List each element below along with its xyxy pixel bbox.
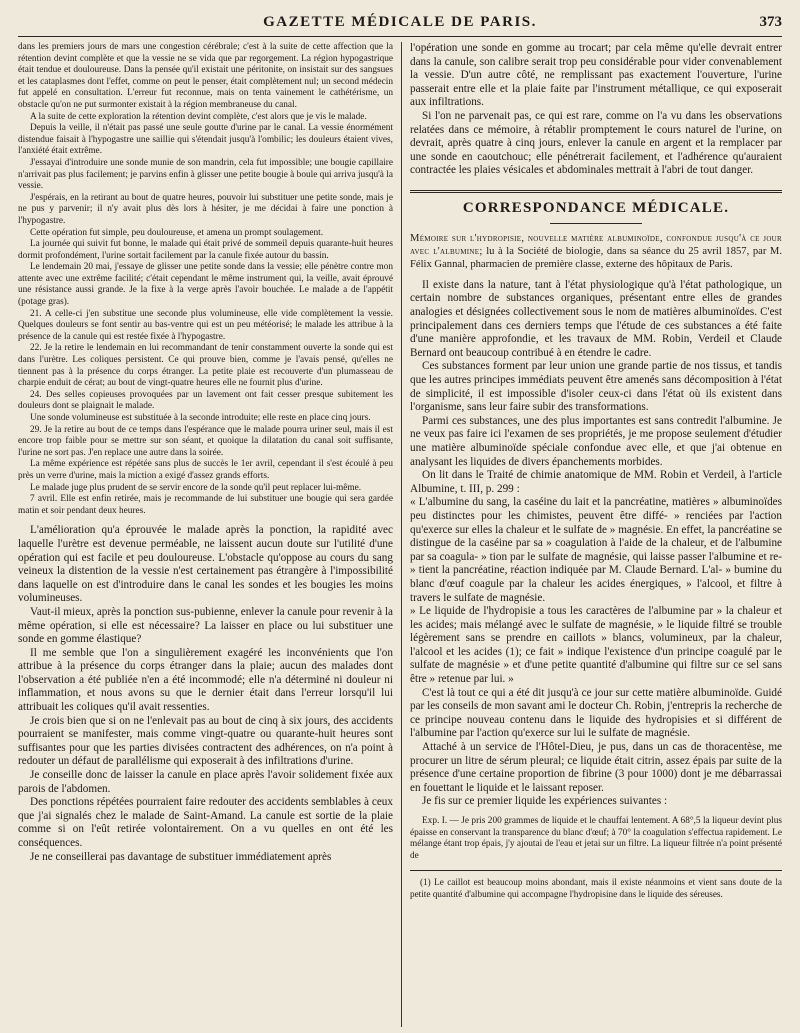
section-subrule bbox=[550, 223, 642, 224]
section-title: CORRESPONDANCE MÉDICALE. bbox=[462, 199, 730, 216]
memoir-title-rest: lu à la Société de biologie, dans sa séance du 25 avril 1857, par M. Félix Gannal, pharmacien de première classe, externe des hôpitaux de Paris. bbox=[410, 245, 782, 270]
memoir-title bbox=[410, 232, 782, 271]
paragraph: Je fis sur ce premier liquide les expériences suivantes : bbox=[422, 795, 668, 808]
page-number: 373 bbox=[759, 14, 782, 30]
paragraph: 7 avril. Elle est enfin retirée, mais je recommande de lui substituer une bougie qui sera gardée matin et soir pendant deux heures. bbox=[18, 494, 393, 516]
memoir-title-caps: Mémoire sur l'hydropisie, nouvelle matière albuminoïde, confondue jusqu'à ce jour avec l'albumine; bbox=[410, 232, 782, 257]
paragraph: Il existe dans la nature, tant à l'état physiologique qu'à l'état pathologique, un certain nombre de substances organiques, présentant entre elles de grandes analogies et désignées collectivement sous le nom de matières albuminoïdes. C'est principalement dans ces derniers temps que l'étude de ces substances a été faite d'une manière approfondie, et les travaux de MM. Robin, Verdeil et Claude Bernard ont beaucoup contribué à en étendre le cadre. bbox=[410, 278, 782, 359]
section-rule bbox=[410, 190, 782, 193]
paragraph: C'est là tout ce qui a été dit jusqu'à ce jour sur cette matière albuminoïde. Guidé par les conseils de mon savant ami le docteur Ch. Robin, j'entrepris la recherche de ce principe nouveau contenu dans le liquide des hydropisies et si différent de l'albumine par l'action qu'exerce sur lui le sulfate de magnésie. bbox=[410, 686, 782, 740]
footnote-text: (1) Le caillot est beaucoup moins abondant, mais il existe néanmoins et vient sans doute de la petite quantité d'albumine qui accompagne l'hydropisine dans le liquide des séreuses. bbox=[410, 877, 782, 899]
paragraph: La même expérience est répétée sans plus de succès le 1er avril, cependant il s'est écoulé à peu près un verre d'urine, mais la miction a exigé d'assez grands efforts. bbox=[18, 459, 393, 481]
quote-paragraph: » Le liquide de l'hydropisie a tous les caractères de l'albumine par » la chaleur et les acides; mais mélangé avec le sulfate de magnésie, » le liquide filtré se trouble légèrement sans se prendre en caillots » blancs, volumineux, par la chaleur, l'alcool et les acides (1); ce fait » indique l'existence d'un principe coagulé par le sulfate de magnésie » et d'une petite quantité d'albumine qui filtre sur ce sel sans être » retenue par lui. » bbox=[410, 605, 782, 686]
paragraph: Des ponctions répétées pourraient faire redouter des accidents semblables à ceux que j'ai signalés chez le malade de Saint-Amand. La canule est sortie de la plaie comme si on l'eût retirée volontairement. On a vu quelles en ont été les conséquences. bbox=[18, 796, 393, 849]
experiment-block bbox=[410, 816, 782, 862]
paragraph: 24. Des selles copieuses provoquées par un lavement ont fait cesser presque subitement les douleurs dont se plaignait le malade. bbox=[18, 389, 393, 412]
left-large-text bbox=[18, 524, 393, 864]
paragraph: J'essayai d'introduire une sonde munie de son mandrin, cela fut impossible; une bougie capillaire n'arrivait pas plus facilement; je parvins enfin à glisser une petite bougie à boule qui arriva jusqu'à la vessie. bbox=[18, 157, 393, 192]
right-column bbox=[410, 42, 782, 1027]
footnote bbox=[410, 877, 782, 900]
paragraph: Vaut-il mieux, après la ponction sus-pubienne, enlever la canule pour revenir à la même opération, si elle est nécessaire? La laisser en place ou lui substituer une sonde en gomme élastique? bbox=[18, 605, 393, 646]
paragraph: l'opération une sonde en gomme au trocart; par cela même qu'elle devrait entrer dans la canule, son calibre serait trop peu considérable pour vider convenablement la vessie. D'un autre côté, ne remplissant pas exactement l'ouverture, l'urine passerait entre elle et la plaie faite par l'instrument métallique, ce qui exposerait aux infiltrations. bbox=[410, 42, 782, 109]
paragraph: 22. Je la retire le lendemain en lui recommandant de tenir constamment ouverte la sonde qui est dans l'urètre. Les coliques persistent. Ce qui prouve bien, comme je l'avais pensé, qu'elles ne tiennent pas à la présence du corps étranger. La petite plaie est recouverte d'un plumasseau de charpie enduit de cérat; au bout de vingt-quatre heures elle ne fournit plus d'urine. bbox=[18, 343, 393, 389]
paragraph: Parmi ces substances, une des plus importantes est sans contredit l'albumine. Je ne veux pas faire ici l'examen de ses propriétés, je me propose seulement d'étudier une matière albuminoïde spéciale confondue avec elle, et que j'ai obtenue en analysant les liquides de divers épanchements morbides. bbox=[410, 414, 782, 468]
paragraph: Le lendemain 20 mai, j'essaye de glisser une petite sonde dans la vessie; elle pénètre contre mon attente avec une extrême facilité; c'était cependant le même instrument qui, la veille, avait éprouvé une résistance aussi grande. Je la fixe à la verge après l'avoir bouchée. Le malade a de l'appétit (potage gras). bbox=[18, 262, 393, 308]
footnote-rule bbox=[410, 870, 782, 871]
paragraph: Je crois bien que si on ne l'enlevait pas au bout de cinq à six jours, des accidents pourraient se manifester, mais comme vingt-quatre ou quarante-huit heures sont suffisantes pour que les parties divisées contractent des adhérences, on n'a point à redouter un défaut de parallélisme qui exposerait à des infiltrations d'urine. bbox=[18, 714, 393, 768]
paragraph: Cette opération fut simple, peu douloureuse, et amena un prompt soulagement. bbox=[30, 227, 324, 238]
paragraph: 21. A celle-ci j'en substitue une seconde plus volumineuse, elle vide complètement la vessie. Quelques douleurs se font sentir au bas-ventre qui est un peu météorisé; le malade les attribue à la présence de la canule qui est restée fixée à l'hypogastre. bbox=[18, 308, 393, 342]
memoir-body bbox=[410, 279, 782, 497]
paragraph: L'amélioration qu'a éprouvée le malade après la ponction, la rapidité avec laquelle l'urètre est devenue perméable, ne laissent aucun doute sur l'utilité d'une opération qui est facile et peu douloureuse. L'obstacle qu'oppose au cours du sang veineux la distention de la vessie n'est certainement pas étrangère à l'impossibilité dans laquelle on est d'introduire dans le canal les sondes et les bougies les moins volumineuses. bbox=[18, 524, 393, 605]
column-divider bbox=[401, 42, 402, 1027]
paragraph: Ces substances forment par leur union une grande partie de nos tissus, et tandis que les autres principes immédiats peuvent être amenés sans décomposition à l'état de simplicité, il est impossible d'isoler ceux-ci dans l'état où ils existent dans l'organisme, sans leur faire subir des transformations. bbox=[410, 360, 782, 414]
paragraph: Attaché à un service de l'Hôtel-Dieu, je pus, dans un cas de thoracentèse, me procurer un litre de sérum pleural; ce liquide était citrin, assez épais par suite de la présence d'une certaine proportion de fibrine (3 pour 1000) dont je me débarrassai en fouettant le liquide et le laissant reposer. bbox=[410, 741, 782, 794]
paragraph: Il me semble que l'on a singulièrement exagéré les inconvénients que l'on attribue à la présence du corps étranger dans la plaie; aucun des malades dont l'observation a été publiée n'en a été incommodé; elle n'a déterminé ni douleur ni inflammation, et nous avons su que le dernier était dans l'erreur lorsqu'il lui attribuait les coliques qu'il avait ressenties. bbox=[18, 646, 393, 714]
paragraph: dans les premiers jours de mars une congestion cérébrale; c'est à la suite de cette affection que la rétention devint complète et que la vessie ne se vida que par regorgement. La région hypogastrique était tendue et douloureuse. Dans la pensée qu'il existait une péritonite, on insistait sur des sangsues et les cataplasmes dont l'effet, comme on peut le penser, était complètement nul; un second médecin fut appelé en consultation. L'erreur fut reconnue, mais on tenta vainement le cathétérisme, un obstacle qu'on ne put surmonter existait à la région membraneuse du canal. bbox=[18, 42, 393, 110]
quotation bbox=[410, 496, 782, 686]
paragraph: Depuis la veille, il n'était pas passé une seule goutte d'urine par le canal. La vessie énormément distendue faisait à l'hypogastre une saillie qui s'étendait jusqu'à l'ombilic; les douleurs étaient vives, l'anxiété était extrême. bbox=[18, 123, 393, 157]
left-small-text bbox=[18, 42, 393, 517]
paragraph: A la suite de cette exploration la rétention devint complète, c'est alors que je vis le malade. bbox=[30, 111, 367, 122]
paragraph: Si l'on ne parvenait pas, ce qui est rare, comme on l'a vu dans les observations relatées dans ce mémoire, à rétablir promptement le cours naturel de l'urine, on devrait, après quatre à cinq jours, enlever la canule en argent et la remplacer par une sonde en caoutchouc; elle pénétrerait facilement, et l'adhérence qu'auraient contractée les plaies vésicales et abdominales mettrait à l'abri de tout danger. bbox=[410, 109, 782, 177]
paragraph: Je conseille donc de laisser la canule en place après l'avoir solidement fixée aux parois de l'abdomen. bbox=[18, 769, 393, 795]
experiment-paragraph: Exp. I. — Je pris 200 grammes de liquide et le chauffai lentement. A 68°,5 la liqueur devint plus épaisse en conservant la transparence du blanc d'œuf; à 70° la coagulation s'effectua rapidement. Le mélange étant trop épais, j'y ajoutai de l'eau et jetai sur un filtre. La liqueur filtrée n'a point présenté de bbox=[410, 816, 782, 861]
page-header bbox=[18, 12, 782, 37]
left-column bbox=[18, 42, 393, 1027]
journal-title: GAZETTE MÉDICALE DE PARIS. bbox=[263, 14, 537, 30]
paragraph: J'espérais, en la retirant au bout de quatre heures, pouvoir lui substituer une petite sonde, mais je ne pus y parvenir; il n'y avait plus dès lors à hésiter, je me décidai à faire une ponction à l'hypogastre. bbox=[18, 192, 393, 226]
right-top-text bbox=[410, 42, 782, 178]
paragraph: Une sonde volumineuse est substituée à la seconde introduite; elle reste en place cinq jours. bbox=[30, 413, 371, 423]
paragraph: On lit dans le Traité de chimie anatomique de MM. Robin et Verdeil, à l'article Albumine, t. III, p. 299 : bbox=[410, 469, 782, 495]
paragraph: 29. Je la retire au bout de ce temps dans l'espérance que le malade pourra uriner seul, mais il est encore trop faible pour se mettre sur son séant, et quoique la dilatation du canal soit suffisante, l'urine ne sort pas. J'en replace une autre dans la soirée. bbox=[18, 424, 393, 458]
paragraph: La journée qui suivit fut bonne, le malade qui était privé de sommeil depuis quarante-huit heures dormit profondément, l'urine sortait facilement par la canule fixée autour du bassin. bbox=[18, 239, 393, 261]
quote-paragraph: « L'albumine du sang, la caséine du lait et la pancréatine, matières » albuminoïdes peu distinctes pour les chimistes, peuvent être diffé- » renciées par l'action qu'exerce sur elles la chaleur et le sulfate de » magnésie. En effet, la pancréatine se distingue de la caséine par sa » coagulation à l'aide de la chaleur, et de l'albumine par sa coagula- » tion par le sulfate de magnésie, qui laisse passer l'albumine et re- » tient la pancréatine, réaction indiquée par M. Claude Bernard. L'al- » bumine du blanc d'œuf coagule par la chaleur les acides énergiques, » l'alcool, et filtre à travers le sulfate de magnésie. bbox=[410, 496, 782, 604]
memoir-body-continued bbox=[410, 687, 782, 809]
paragraph: Le malade juge plus prudent de se servir encore de la sonde qu'il peut replacer lui-même. bbox=[30, 482, 362, 493]
paragraph: Je ne conseillerai pas davantage de substituer immédiatement après bbox=[30, 850, 332, 863]
